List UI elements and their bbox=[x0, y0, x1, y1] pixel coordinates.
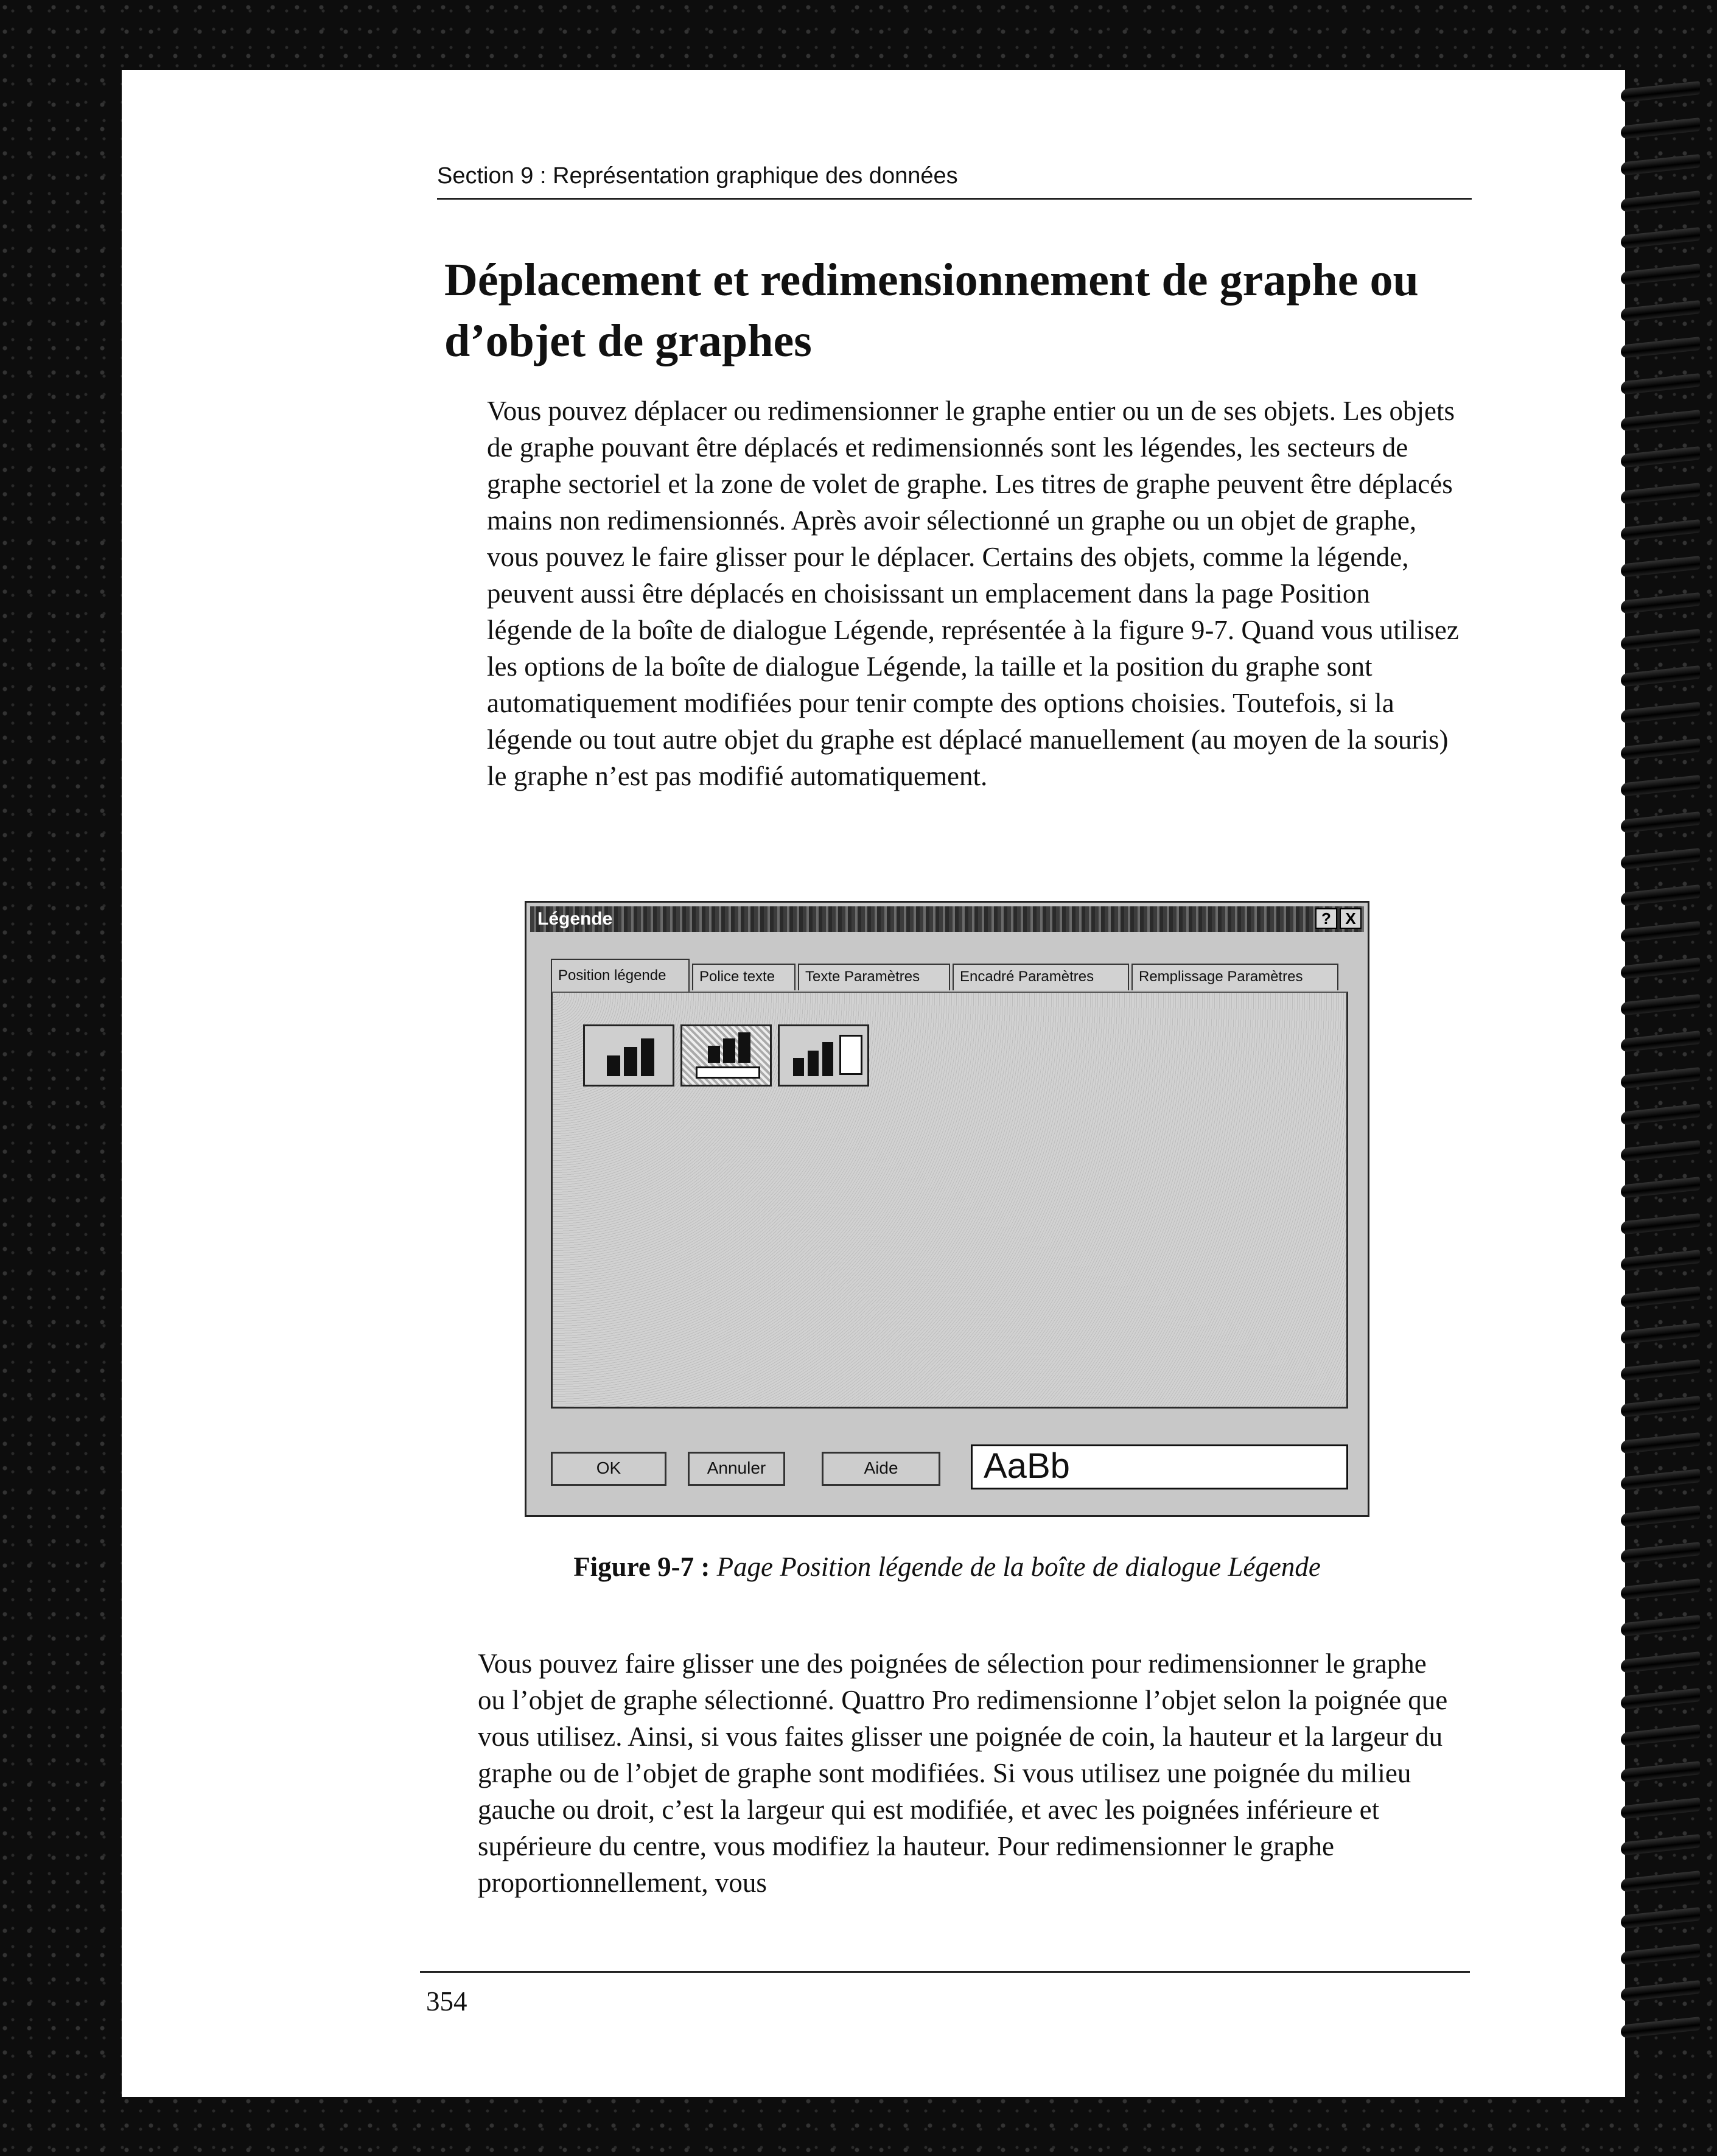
binding-ring bbox=[1621, 1871, 1700, 1892]
tab-texte-parametres[interactable]: Texte Paramètres bbox=[798, 964, 950, 990]
running-header: Section 9 : Représentation graphique des données bbox=[437, 163, 1472, 200]
binding-ring bbox=[1621, 1104, 1700, 1125]
binding-ring bbox=[1621, 1250, 1700, 1272]
binding-ring bbox=[1621, 994, 1700, 1016]
binding-ring bbox=[1621, 1542, 1700, 1564]
dialog-titlebar[interactable] bbox=[530, 906, 1364, 932]
binding-ring bbox=[1621, 556, 1700, 578]
binding-ring bbox=[1621, 1177, 1700, 1199]
dialog-buttons bbox=[551, 1444, 1348, 1493]
binding-ring bbox=[1621, 1944, 1700, 1965]
binding-ring bbox=[1621, 1432, 1700, 1454]
dialog-title: Légende bbox=[537, 909, 613, 929]
figure-caption bbox=[525, 1551, 1369, 1583]
footer-rule bbox=[420, 1971, 1470, 1973]
binding-ring bbox=[1621, 1797, 1700, 1819]
binding-ring bbox=[1621, 1031, 1700, 1052]
binding-ring bbox=[1621, 1907, 1700, 1929]
binding-ring bbox=[1621, 1067, 1700, 1089]
graph-icon bbox=[793, 1042, 833, 1076]
binding-ring bbox=[1621, 592, 1700, 614]
binding-ring bbox=[1621, 1578, 1700, 1600]
binding-ring bbox=[1621, 154, 1700, 176]
page-number: 354 bbox=[426, 1986, 467, 2017]
binding-ring bbox=[1621, 1323, 1700, 1345]
binding-ring bbox=[1621, 1505, 1700, 1527]
binding-ring bbox=[1621, 519, 1700, 541]
graph-icon bbox=[708, 1032, 750, 1063]
binding-ring bbox=[1621, 1688, 1700, 1710]
binding-ring bbox=[1621, 483, 1700, 505]
body-paragraph-2: Vous pouvez faire glisser une des poignées de sélection pour redimensionner le graphe ou l’objet de graphe sélectionné. Quattro Pro redimensionne l’objet selon la poignée que vous utilisez. Ainsi, si vous faites glisser une poignée de coin, la hauteur et la largeur du graphe ou de l’objet de graphe sont modifiées. Si vous utilisez une poignée du milieu gauche ou droit, c’est la largeur qui est modifiée, et avec les poignées inférieure et supérieure du centre, vous modifiez la hauteur. Pour redimensionner le graphe proportionnellement, vous bbox=[478, 1648, 1448, 1898]
binding-ring bbox=[1621, 811, 1700, 833]
binding-ring bbox=[1621, 1651, 1700, 1673]
binding-ring bbox=[1621, 1834, 1700, 1856]
binding-ring bbox=[1621, 629, 1700, 651]
figure-description: Page Position légende de la boîte de dialogue Légende bbox=[716, 1552, 1321, 1582]
binding-ring bbox=[1621, 191, 1700, 212]
page-title: Déplacement et redimensionnement de graphe ou d’objet de graphes bbox=[444, 254, 1419, 366]
graph-icon bbox=[607, 1038, 656, 1076]
tab-police-texte[interactable]: Police texte bbox=[692, 964, 796, 990]
binding-ring bbox=[1621, 1469, 1700, 1491]
binding-ring bbox=[1621, 1396, 1700, 1418]
binding-ring bbox=[1621, 1286, 1700, 1308]
binding-ring bbox=[1621, 775, 1700, 797]
binding-ring bbox=[1621, 921, 1700, 943]
binding-ring bbox=[1621, 81, 1700, 103]
binding-ring bbox=[1621, 848, 1700, 870]
help-dialog-button[interactable]: Aide bbox=[822, 1452, 940, 1486]
binding-ring bbox=[1621, 1615, 1700, 1637]
legend-bottom-icon bbox=[696, 1066, 760, 1079]
close-button[interactable]: X bbox=[1340, 908, 1362, 929]
no-legend-option[interactable] bbox=[583, 1024, 674, 1087]
tab-encadre-parametres[interactable]: Encadré Paramètres bbox=[953, 964, 1129, 990]
binding-ring bbox=[1621, 264, 1700, 285]
tab-position-legende[interactable]: Position légende bbox=[551, 959, 690, 992]
ok-button[interactable]: OK bbox=[551, 1452, 666, 1486]
binding-ring bbox=[1621, 1140, 1700, 1162]
cancel-button[interactable]: Annuler bbox=[688, 1452, 785, 1486]
binding-ring bbox=[1621, 337, 1700, 359]
tab-panel-position bbox=[551, 992, 1348, 1409]
spiral-binding bbox=[1616, 73, 1713, 2082]
binding-ring bbox=[1621, 957, 1700, 979]
binding-ring bbox=[1621, 410, 1700, 432]
binding-ring bbox=[1621, 446, 1700, 468]
binding-ring bbox=[1621, 117, 1700, 139]
binding-ring bbox=[1621, 373, 1700, 395]
binding-ring bbox=[1621, 300, 1700, 322]
binding-ring bbox=[1621, 227, 1700, 249]
binding-ring bbox=[1621, 1359, 1700, 1381]
binding-ring bbox=[1621, 2017, 1700, 2039]
binding-ring bbox=[1621, 738, 1700, 760]
legend-preview: AaBb bbox=[971, 1444, 1348, 1489]
binding-ring bbox=[1621, 665, 1700, 687]
body-paragraph-1: Vous pouvez déplacer ou redimensionner le graphe entier ou un de ses objets. Les objets de graphe pouvant être déplacés et redimensionnés sont les légendes, les secteurs de graphe sectoriel et la zone de volet de graphe. Les titres de graphe peuvent être déplacés mains non redimensionnés. Après avoir sélectionné un graphe ou un objet de graphe, vous pouvez le faire glisser pour le déplacer. Certains des objets, comme la légende, peuvent aussi être déplacés en choisissant un emplacement dans la page Position légende de la boîte de dialogue Légende, représentée à la figure 9-7. Quand vous utilisez les options de la boîte de dialogue Légende, la taille et la position du graphe sont automatiquement modifiées pour tenir compte des options choisies. Toutefois, si la légende ou tout autre objet du graphe est déplacé manuellement (au moyen de la souris) le graphe n’est pas modifié automatiquement. bbox=[487, 396, 1459, 791]
binding-ring bbox=[1621, 1213, 1700, 1235]
legend-right-option[interactable] bbox=[778, 1024, 869, 1087]
figure-label: Figure 9-7 : bbox=[573, 1552, 710, 1582]
binding-ring bbox=[1621, 1980, 1700, 2002]
binding-ring bbox=[1621, 884, 1700, 906]
binding-ring bbox=[1621, 1761, 1700, 1783]
legend-right-icon bbox=[839, 1035, 862, 1075]
binding-ring bbox=[1621, 1724, 1700, 1746]
legend-dialog bbox=[525, 901, 1369, 1517]
legend-bottom-option[interactable] bbox=[680, 1024, 772, 1087]
help-button[interactable]: ? bbox=[1315, 908, 1337, 929]
binding-ring bbox=[1621, 702, 1700, 724]
tab-remplissage-parametres[interactable]: Remplissage Paramètres bbox=[1131, 964, 1338, 990]
